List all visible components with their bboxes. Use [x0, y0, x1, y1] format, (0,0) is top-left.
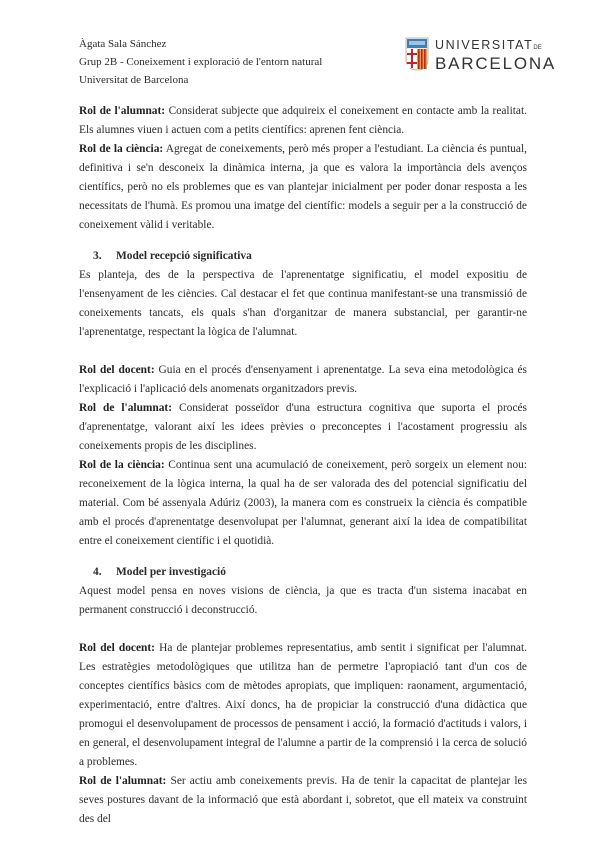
paragraph-intro-recepcio — [79, 266, 527, 342]
heading-title: Model per investigació — [116, 566, 226, 578]
paragraph-label: Rol de la ciència: — [79, 143, 164, 155]
logo-text-de: DE — [533, 44, 542, 51]
paragraph-text: Continua sent una acumulació de coneixement, però sorgeix un element nou: reconeixement de la lògica interna, la qual ha de ser valorada des del potencial significatiu del material. Com bé assenyala Adúriz (2003), la manera com es construeix la ciència és compatible amb el procés d'aprenentatge desenvolupat per l'alumnat, generant així la idea de compatibilitat entre el coneixement científic i el quotidià. — [79, 459, 527, 547]
paragraph-rol-ciencia — [79, 140, 527, 235]
institution-name: Universitat de Barcelona — [79, 74, 189, 86]
section-heading-3 — [93, 247, 527, 266]
author-name: Àgata Sala Sánchez — [79, 38, 167, 50]
paragraph-intro-investigacio — [79, 582, 527, 620]
paragraph-text: Considerat posseïdor d'una estructura cognitiva que suporta el procés d'aprenentatge, valorant així les idees prèvies o preconceptes i l'acostament progressiu als coneixements propis de les disciplines. — [79, 402, 527, 452]
paragraph-rol-ciencia — [79, 456, 527, 551]
course-name: Grup 2B - Coneixement i exploració de l'entorn natural — [79, 56, 323, 68]
paragraph-text: Ha de plantejar problemes representatius, amb sentit i significat per l'alumnat. Les estratègies metodològiques que utilitza han de permetre l'apropiació tant d'un cos de conceptes científics bàsics com de mètodes apropiats, que impliquen: raonament, argumentació, experimentació, entre d'altres. Així doncs, ha de propiciar la construcció d'una didàctica que promogui el desenvolupament de processos de pensament i acció, la formació d'actituds i valors, i en general, el desenvolupament integral de l'alumne a partir de la comprensió i la cerca de solució a problemes. — [79, 642, 527, 768]
paragraph-rol-alumnat — [79, 102, 527, 140]
paragraph-label: Rol de l'alumnat: — [79, 105, 166, 117]
paragraph-rol-alumnat — [79, 399, 527, 456]
paragraph-label: Rol de la ciència: — [79, 459, 165, 471]
paragraph-label: Rol del docent: — [79, 642, 155, 654]
paragraph-text: Aquest model pensa en noves visions de ciència, ja que es tracta d'un sistema inacabat en permanent construcció i deconstrucció. — [79, 585, 527, 616]
paragraph-text: Considerat subjecte que adquireix el coneixement en contacte amb la realitat. Els alumnes viuen i actuen com a petits científics: aprenen fent ciència. — [79, 105, 527, 136]
paragraph-label: Rol del docent: — [79, 364, 155, 376]
section-heading-4 — [93, 563, 527, 582]
heading-title: Model recepció significativa — [116, 250, 252, 262]
paragraph-label: Rol de l'alumnat: — [79, 402, 173, 414]
paragraph-text: Agregat de coneixements, però més proper a l'estudiant. La ciència és puntual, definitiva i se'n desconeix la dinàmica interna, ja que es valora la importància dels avenços científics, però no els problemes que es van plantejar inicialment per poder donar resposta a les necessitats de l'humà. Es promou una imatge del científic: models a seguir per a la construcció de coneixement vàlid i veritable. — [79, 143, 527, 231]
heading-number: 3. — [93, 250, 102, 262]
heading-number: 4. — [93, 566, 102, 578]
paragraph-text: Es planteja, des de la perspectiva de l'aprenentatge significatiu, el model expositiu de l'ensenyament de les ciències. Cal destacar el fet que continua manifestant-se una transmissió de coneixements tancats, els quals s'han d'organitzar de manera substancial, per garantir-ne l'aprenentatge, respectant la lògica de l'alumnat. — [79, 269, 527, 338]
paragraph-rol-alumnat — [79, 772, 527, 829]
paragraph-text: Ser actiu amb coneixements previs. Ha de tenir la capacitat de plantejar les seves postures davant de la informació que està abordant i, sobretot, que ell mateix va construint des del — [79, 775, 527, 825]
logo-text-barcelona: BARCELONA — [435, 53, 557, 73]
paragraph-rol-docent — [79, 639, 527, 772]
paragraph-rol-docent — [79, 361, 527, 399]
paragraph-label: Rol de l'alumnat: — [79, 775, 167, 787]
logo-text-universitat: UNIVERSITAT — [435, 37, 534, 52]
paragraph-text: Guia en el procés d'ensenyament i aprenentatge. La seva eina metodològica és l'explicació i l'aplicació dels anomenats organitzadors previs. — [79, 364, 527, 395]
